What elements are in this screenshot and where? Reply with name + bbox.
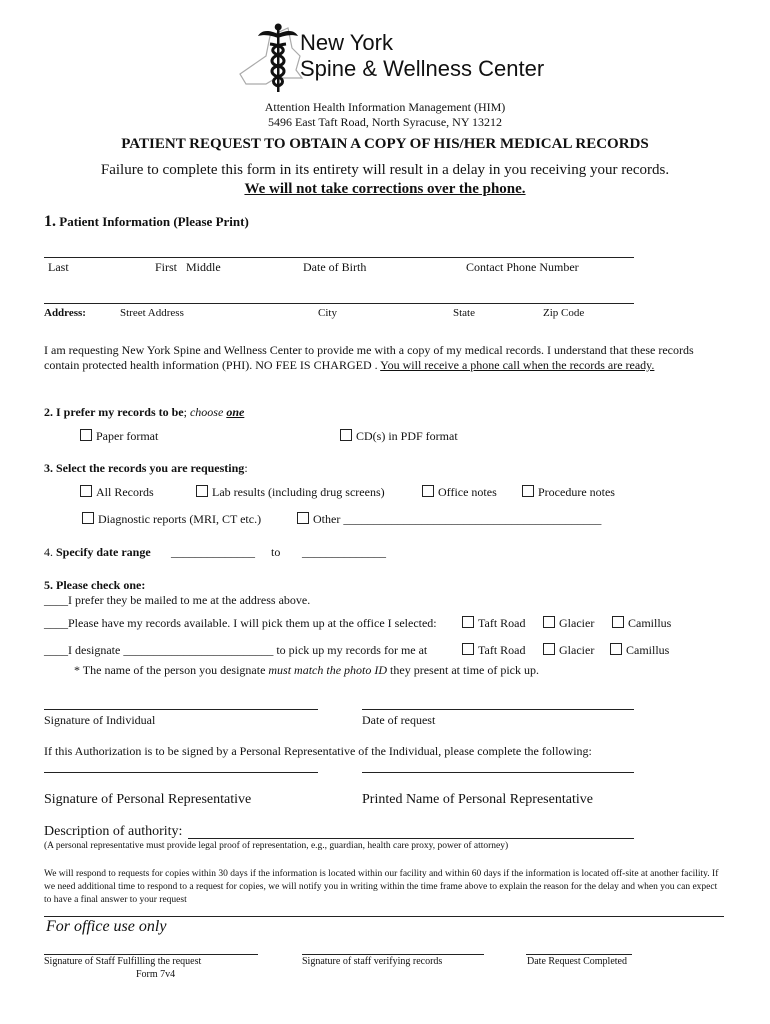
address-line: 5496 East Taft Road, North Syracuse, NY 13212 bbox=[267, 115, 503, 129]
paper-format-label: Paper format bbox=[96, 429, 159, 443]
authority-label: Description of authority: bbox=[44, 824, 183, 839]
response-policy: We will respond to requests for copies within 30 days if the information is located within our facility and within 60 days if the information is located off-site at another facility. If we need additional time to respond to a request for copies, we will notify you in writing within the time frame above to explain the reason for the delay and when you can expect to have a final answer to your request bbox=[44, 869, 719, 905]
section2-choose: choose bbox=[189, 405, 227, 419]
section2-one: one bbox=[226, 405, 245, 419]
all-records-checkbox[interactable] bbox=[80, 485, 92, 497]
section2-label: 2. I prefer my records to be bbox=[44, 405, 184, 419]
section3-heading bbox=[44, 461, 248, 476]
date-completed-label: Date Request Completed bbox=[527, 956, 627, 967]
logo-line1: New York bbox=[300, 30, 393, 55]
label-dob: Date of Birth bbox=[303, 260, 367, 274]
section3-label: 3. Select the records you are requesting bbox=[44, 461, 245, 475]
date-to-field[interactable]: ______________ bbox=[302, 545, 386, 559]
date-from-field[interactable]: ______________ bbox=[171, 545, 255, 559]
consent-callback: You will receive a phone call when the records are ready. bbox=[380, 358, 655, 372]
pickup-glacier-label: Glacier bbox=[559, 616, 595, 630]
option-office-notes[interactable] bbox=[422, 485, 497, 500]
note-pre: * The name of the person you designate bbox=[74, 663, 269, 677]
attention-line: Attention Health Information Management (HIM) bbox=[264, 100, 506, 114]
consent-paragraph bbox=[44, 343, 704, 373]
all-records-label: All Records bbox=[96, 485, 154, 499]
label-address: Address: bbox=[44, 307, 86, 319]
label-last: Last bbox=[48, 260, 69, 274]
authority-line[interactable] bbox=[188, 838, 634, 839]
cd-pdf-label: CD(s) in PDF format bbox=[356, 429, 458, 443]
printed-rep-line[interactable] bbox=[362, 772, 634, 773]
logo bbox=[236, 22, 545, 94]
label-street: Street Address bbox=[120, 307, 184, 319]
designate-note bbox=[74, 663, 539, 678]
office-use-box bbox=[44, 916, 724, 917]
section2-heading bbox=[44, 405, 244, 420]
section1-heading bbox=[44, 213, 249, 231]
section4-number: 4. bbox=[44, 545, 56, 559]
option-all-records[interactable] bbox=[80, 485, 154, 500]
verify-signature-line[interactable] bbox=[302, 954, 484, 955]
lab-results-label: Lab results (including drug screens) bbox=[212, 485, 385, 499]
designate-taft-checkbox[interactable] bbox=[462, 643, 474, 655]
rep-intro: If this Authorization is to be signed by a Personal Representative of the Individual, please complete the following: bbox=[44, 744, 592, 758]
pickup-glacier-checkbox[interactable] bbox=[543, 616, 555, 628]
designate-taft-road[interactable] bbox=[462, 643, 525, 658]
option-cd-pdf[interactable] bbox=[340, 429, 458, 444]
label-phone: Contact Phone Number bbox=[466, 260, 579, 274]
staff-signature-line[interactable] bbox=[44, 954, 258, 955]
no-corrections-notice: We will not take corrections over the phone. bbox=[244, 181, 526, 197]
section1-title: Patient Information (Please Print) bbox=[59, 214, 249, 229]
office-notes-checkbox[interactable] bbox=[422, 485, 434, 497]
form-subtitle: Failure to complete this form in its entirety will result in a delay in you receiving your records. bbox=[100, 162, 670, 178]
other-label: Other ___________________________________________ bbox=[313, 512, 602, 526]
pickup-camillus-label: Camillus bbox=[628, 616, 672, 630]
patient-address-line[interactable] bbox=[44, 303, 634, 304]
paper-format-checkbox[interactable] bbox=[80, 429, 92, 441]
signature-rep-line[interactable] bbox=[44, 772, 318, 773]
printed-rep-label: Printed Name of Personal Representative bbox=[362, 792, 593, 807]
designate-camillus-label: Camillus bbox=[626, 643, 670, 657]
lab-results-checkbox[interactable] bbox=[196, 485, 208, 497]
pickup-taft-label: Taft Road bbox=[478, 616, 526, 630]
pickup-glacier[interactable] bbox=[543, 616, 594, 631]
form-title: PATIENT REQUEST TO OBTAIN A COPY OF HIS/HER MEDICAL RECORDS bbox=[121, 136, 649, 152]
note-post: they present at time of pick up. bbox=[387, 663, 540, 677]
date-to-label: to bbox=[271, 545, 281, 559]
pickup-camillus[interactable] bbox=[612, 616, 671, 631]
section3-colon: : bbox=[244, 461, 248, 475]
designate-glacier[interactable] bbox=[543, 643, 594, 658]
cd-pdf-checkbox[interactable] bbox=[340, 429, 352, 441]
option-mail-records[interactable]: ____I prefer they be mailed to me at the address above. bbox=[44, 593, 311, 607]
patient-name-line[interactable] bbox=[44, 257, 634, 258]
signature-individual-label: Signature of Individual bbox=[44, 713, 156, 727]
signature-rep-label: Signature of Personal Representative bbox=[44, 792, 252, 807]
pickup-camillus-checkbox[interactable] bbox=[612, 616, 624, 628]
caduceus-icon bbox=[258, 22, 298, 94]
label-city: City bbox=[318, 307, 337, 319]
diagnostic-reports-label: Diagnostic reports (MRI, CT etc.) bbox=[98, 512, 262, 526]
authority-note: (A personal representative must provide legal proof of representation, e.g., guardian, health care proxy, power of attorney) bbox=[44, 841, 509, 851]
option-other[interactable] bbox=[297, 512, 601, 527]
option-paper-format[interactable] bbox=[80, 429, 158, 444]
procedure-notes-checkbox[interactable] bbox=[522, 485, 534, 497]
note-em: must match the photo ID bbox=[268, 663, 388, 677]
office-use-heading: For office use only bbox=[46, 918, 167, 935]
label-first-middle: First Middle bbox=[155, 260, 221, 274]
designate-glacier-checkbox[interactable] bbox=[543, 643, 555, 655]
date-completed-line[interactable] bbox=[526, 954, 632, 955]
diagnostic-reports-checkbox[interactable] bbox=[82, 512, 94, 524]
label-state: State bbox=[453, 307, 475, 319]
signature-individual-line[interactable] bbox=[44, 709, 318, 710]
option-designate[interactable]: ____I designate _________________________ to pick up my records for me at bbox=[44, 643, 428, 657]
designate-taft-label: Taft Road bbox=[478, 643, 526, 657]
date-request-line[interactable] bbox=[362, 709, 634, 710]
pickup-taft-road[interactable] bbox=[462, 616, 525, 631]
label-zip: Zip Code bbox=[543, 307, 585, 319]
consent-text: I am requesting New York Spine and Wellness Center to provide me with a copy of my medical records. I understand that these records contain protected health information (PHI). NO FEE IS CHARGED . bbox=[44, 343, 694, 372]
other-checkbox[interactable] bbox=[297, 512, 309, 524]
office-notes-label: Office notes bbox=[438, 485, 497, 499]
verify-signature-label: Signature of staff verifying records bbox=[302, 956, 443, 967]
designate-glacier-label: Glacier bbox=[559, 643, 595, 657]
section4-label: Specify date range bbox=[56, 545, 151, 559]
option-diagnostic-reports[interactable] bbox=[82, 512, 261, 527]
date-request-label: Date of request bbox=[362, 713, 436, 727]
section5-heading: 5. Please check one: bbox=[44, 578, 146, 592]
option-procedure-notes[interactable] bbox=[522, 485, 615, 500]
designate-camillus-checkbox[interactable] bbox=[610, 643, 622, 655]
pickup-taft-checkbox[interactable] bbox=[462, 616, 474, 628]
section4-date-range bbox=[44, 545, 151, 560]
logo-line2: Spine & Wellness Center bbox=[300, 56, 545, 81]
designate-camillus[interactable] bbox=[610, 643, 669, 658]
option-pickup-self[interactable]: ____Please have my records available. I will pick them up at the office I selected: bbox=[44, 616, 437, 630]
staff-signature-label: Signature of Staff Fulfilling the request bbox=[44, 956, 202, 967]
option-lab-results[interactable] bbox=[196, 485, 385, 500]
form-number: Form 7v4 bbox=[136, 969, 176, 980]
section1-number: 1. bbox=[44, 213, 56, 230]
procedure-notes-label: Procedure notes bbox=[538, 485, 615, 499]
section2-sep: ; bbox=[183, 405, 190, 419]
